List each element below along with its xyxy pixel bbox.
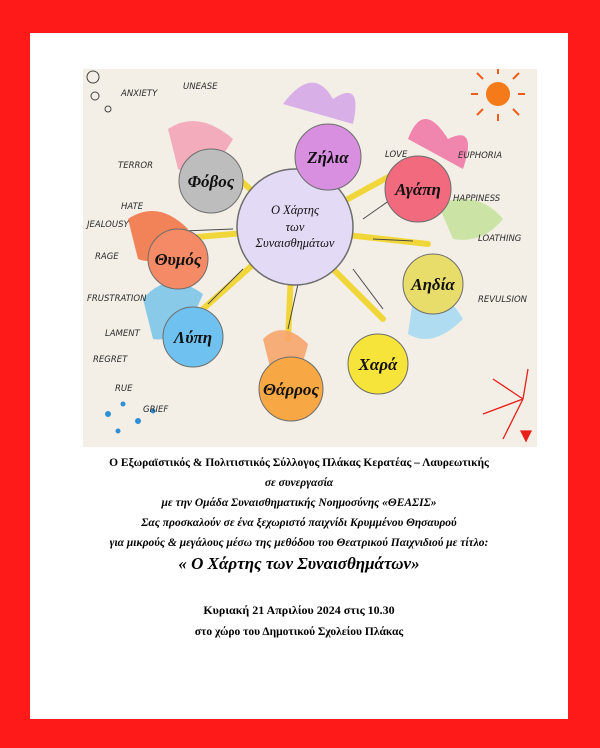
partner-line: με την Ομάδα Συναισθηματικής Νοημοσύνης «ΘΕΑΣΙΣ» (161, 497, 437, 509)
poster-sheet (30, 33, 568, 719)
spiral-decoration (87, 71, 111, 112)
word-lament: LAMENT (105, 329, 140, 339)
event-place: στο χώρο του Δημοτικού Σχολείου Πλάκας (194, 626, 404, 638)
emotion-chara: Χαρά (358, 355, 398, 374)
word-euphoria: EUPHORIA (458, 151, 503, 161)
collaboration-line: σε συνεργασία (264, 477, 334, 489)
word-terror: TERROR (118, 161, 153, 171)
event-title: « Ο Χάρτης των Συναισθημάτων» (178, 554, 420, 573)
emotion-lypi: Λύπη (173, 328, 213, 347)
emotion-agapi: Αγάπη (395, 180, 441, 199)
sun-icon (471, 69, 525, 121)
invitation-text (30, 453, 568, 643)
word-regret: REGRET (93, 355, 128, 365)
word-frustration: FRUSTRATION (87, 294, 147, 304)
word-loathing: LOATHING (478, 234, 522, 244)
emotion-thymos: Θυμός (154, 250, 202, 269)
word-love: LOVE (385, 150, 408, 160)
center-line-3: Συναισθημάτων (255, 236, 335, 250)
organizer-line: Ο Εξωραϊστικός & Πολιτιστικός Σύλλογος Πλάκας Κερατέας – Λαυρεωτικής (109, 457, 489, 469)
center-line-2: των (285, 220, 305, 234)
word-anxiety: ANXIETY (121, 89, 158, 99)
emotion-map-artwork (83, 69, 537, 447)
burst-decoration (483, 369, 531, 441)
emotion-zilia: Ζήλια (307, 148, 349, 167)
word-grief: GRIEF (143, 405, 169, 415)
word-rage: RAGE (95, 252, 119, 262)
invitation-line: Σας προσκαλούν σε ένα ξεχωριστό παιχνίδι Κρυμμένου Θησαυρού (141, 517, 457, 529)
event-date: Κυριακή 21 Απριλίου 2024 στις 10.30 (203, 603, 395, 617)
word-happiness: HAPPINESS (453, 194, 501, 204)
method-line: για μικρούς & μεγάλους μέσω της μεθόδου του Θεατρικού Παιχνιδιού με τίτλο: (109, 537, 489, 549)
emotion-tharros: Θάρρος (263, 380, 319, 399)
emotion-aidia: Αηδία (411, 275, 455, 294)
word-rue: RUE (115, 384, 133, 394)
word-unease: UNEASE (183, 82, 218, 92)
center-line-1: Ο Χάρτης (270, 203, 320, 217)
emotion-map-drawing (83, 69, 537, 447)
word-revulsion: REVULSION (478, 295, 527, 305)
word-jealousy: JEALOUSY (87, 220, 129, 230)
word-hate: HATE (121, 202, 144, 212)
emotion-fovos: Φόβος (187, 172, 235, 191)
